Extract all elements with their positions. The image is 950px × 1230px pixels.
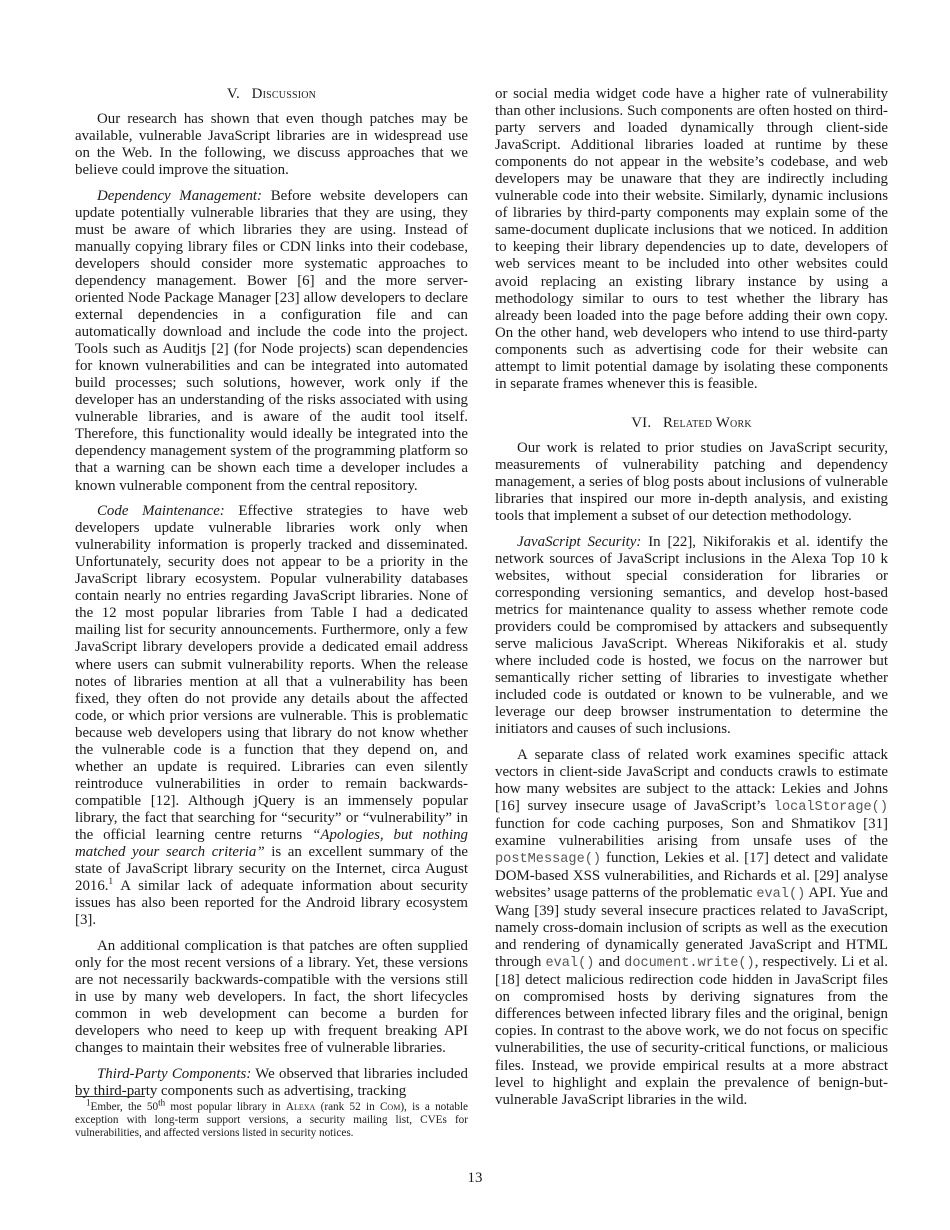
paragraph-text: API. Yue and Wang [39] study several insecure practices related to JavaScript, namely cross-domain inclusion of scripts as well as the execution and rendering of dynamically generated JavaScript and HTML through [495, 885, 889, 971]
section-title: Discussion [251, 86, 317, 102]
footnote-marker: 1 [86, 1097, 91, 1108]
paragraph-text: A separate class of related work examines specific attack vectors in client-side JavaScript and conducts crawls to estimate how many websites are subject to the attack: Lekies and Johns [16] survey insecure usage of JavaScript’s [495, 746, 888, 814]
inline-code: eval() [756, 887, 806, 903]
paragraph-text: Effective strategies to have web developers update vulnerable libraries work only when vulnerability information is properly tracked and disseminated. Unfortunately, security does not appear to be a priority in the JavaScript library ecosystem. Popular vulnerability databases contain nearly no entries regarding JavaScript libraries. None of the 12 most popular libraries from Table I had a dedicated mailing list for security announcements. Furthermore, only a few JavaScript library developers provide a dedicated email address where users can submit vulnerability reports. When the release notes of libraries mention at all that a vulnerability has been fixed, they often do not provide any details about the affected code, or which prior versions are vulnerable. This is problematic because web developers using that library do not know whether the vulnerable code is a function that they depend on, and whether an update is required. Libraries can even silently reintroduce vulnerabilities in order to remain backwards-compatible [12]. Although jQuery is an immensely popular library, the fact that searching for “security” or “vulnerability” in the official learning centre returns [75, 503, 468, 843]
footnote-marker: 1 [108, 876, 114, 887]
quoted-text: “Apologies, but nothing matched your search criteria” [75, 826, 468, 861]
page-number: 13 [467, 1170, 483, 1186]
paragraph-heading: Code Maintenance: [97, 503, 225, 520]
paragraph-heading: JavaScript Security: [517, 533, 642, 550]
related-work-intro: Our work is related to prior studies on JavaScript security, measurements of vulnerability patching and dependency management, a series of blog posts about inclusions of vulnerable libraries that inspired our more in-depth analysis, and existing tools that implement a subset of our detection methodology. [495, 439, 888, 525]
left-column [75, 86, 468, 1108]
paragraph-text: In [22], Nikiforakis et al. identify the network sources of JavaScript inclusions in the Alexa Top 10 k websites, without special consideration for libraries or corresponding versioning semantics, and develop host-based metrics for maintenance quality to assess whether remote code providers could be compromised by attackers and subsequently serve malicious JavaScript. Whereas Nikiforakis et al. study where included code is hosted, we focus on the narrower but semantically richer setting of libraries to investigate whether included code is outdated or known to be vulnerable, and we leverage our deep browser instrumentation to determine the initiators and causes of such inclusions. [495, 533, 888, 738]
inline-code: eval() [545, 956, 595, 972]
paragraph-heading: Third-Party Components: [97, 1065, 252, 1082]
section-number: VI. [631, 414, 652, 431]
inline-code: postMessage() [495, 851, 602, 867]
footnote-text: ), is a notable exception with long-term support versions, a security mailing list, CVEs for vulnerabilities, and affected versions listed in security notices. [75, 1101, 469, 1140]
right-column [495, 86, 888, 1117]
section-number: V. [226, 86, 240, 102]
paragraph-text: Before website developers can update potentially vulnerable libraries that they are using, they must be aware of which libraries they are using. Instead of manually copying library files or CDN links into their codebase, developers should consider more systematic approaches to dependency management. Bower [6] and the more server-oriented Node Package Manager [23] allow developers to declare external dependencies in a configuration file and can automatically download and include the code into the project. Tools such as Auditjs [2] (for Node projects) scan dependencies for known vulnerabilities and can be integrated into automated build processes; such solutions, however, work only if the developer has an understanding of the risks associated with using vulnerable libraries, and is aware of the audit tool itself. Therefore, this functionality would ideally be integrated into the dependency management system of the programming platform so that a warning can be shown each time a developer includes a known vulnerable component from the central repository. [75, 187, 468, 494]
inline-code: document.write() [624, 956, 755, 972]
dependency-management-paragraph [75, 188, 468, 495]
section-heading-related-work [495, 415, 888, 432]
discussion-intro: Our research has shown that even though patches may be available, vulnerable JavaScript libraries are in widespread use on the Web. In the following, we discuss approaches that we believe could improve the situation. [75, 111, 468, 179]
paragraph-text: function for code caching purposes, Son and Shmatikov [31] examine vulnerabilities arising from unsafe uses of the [495, 815, 888, 849]
paragraph-text: A similar lack of adequate information about security issues has also been reported for the Android library ecosystem [3]. [75, 878, 469, 929]
javascript-security-paragraph [495, 534, 888, 739]
paragraph-text: function, Lekies et al. [17] detect and validate DOM-based XSS vulnerabilities, and Richards et al. [29] analyse websites’ usage patterns of the problematic [495, 849, 888, 902]
paragraph-text: We observed that libraries included by third-party components such as advertising, tracking [75, 1065, 468, 1099]
paragraph-text: , respectively. Li et al. [18] detect malicious redirection code hidden in JavaScript files on compromised hosts by deriving signatures from the differences between infected library files and the original, benign copies. In contrast to the above work, we do not focus on specific vulnerabilities, the use of security-critical functions, or malicious files. Instead, we provide empirical results at a more abstract level to highlight and explain the prevalence of benign-but-vulnerable JavaScript libraries in the wild. [495, 954, 888, 1108]
code-maintenance-paragraph [75, 503, 468, 929]
section-title: Related Work [663, 414, 752, 431]
footnote-text: Alexa [285, 1101, 316, 1113]
footnote [75, 1097, 469, 1141]
paragraph-heading: Dependency Management: [97, 187, 262, 204]
paragraph-text: and [598, 954, 621, 971]
complication-paragraph: An additional complication is that patches are often supplied only for the most recent versions of a library. Yet, these versions are not necessarily backwards-compatible with the versions still in use by many web developers. In fact, the short lifecycles common in web development can become a burden for developers who need to keep up with frequent breaking API changes to maintain their websites free of vulnerable libraries. [75, 937, 468, 1057]
footnote-text: most popular library in [165, 1101, 281, 1113]
attack-vectors-paragraph [495, 747, 888, 1109]
inline-code: localStorage() [773, 799, 888, 815]
section-heading-discussion [75, 86, 468, 103]
footnote-text: Com [379, 1101, 401, 1113]
footnote-text: Ember, the 50 [90, 1101, 159, 1113]
third-party-continuation: or social media widget code have a higher rate of vulnerability than other inclusions. Such components are often hosted on third-party servers and loaded dynamically through client-side JavaScript. Additional libraries loaded at runtime by these components do not appear in the website’s codebase, and web developers may be unaware that they are indirectly including vulnerable code into their website. Similarly, dynamic inclusions of libraries by third-party components may explain some of the same-document duplicate inclusions that we noticed. In addition to keeping their library dependencies up to date, developers of web services meant to be included into other websites could avoid replacing an existing library instance by using a methodology similar to ours to test whether the library has already been loaded into the page before adding their own copy. On the other hand, web developers who intend to use third-party components such as advertising code for their website can attempt to limit potential damage by isolating these components in separate frames whenever this is feasible. [495, 86, 888, 392]
paragraph-text: is an excellent summary of the state of JavaScript library security on the Internet, circa August 2016. [75, 844, 468, 895]
third-party-paragraph [75, 1066, 468, 1100]
footnote-text: (rank 52 in [320, 1101, 375, 1113]
superscript: th [158, 1097, 166, 1108]
